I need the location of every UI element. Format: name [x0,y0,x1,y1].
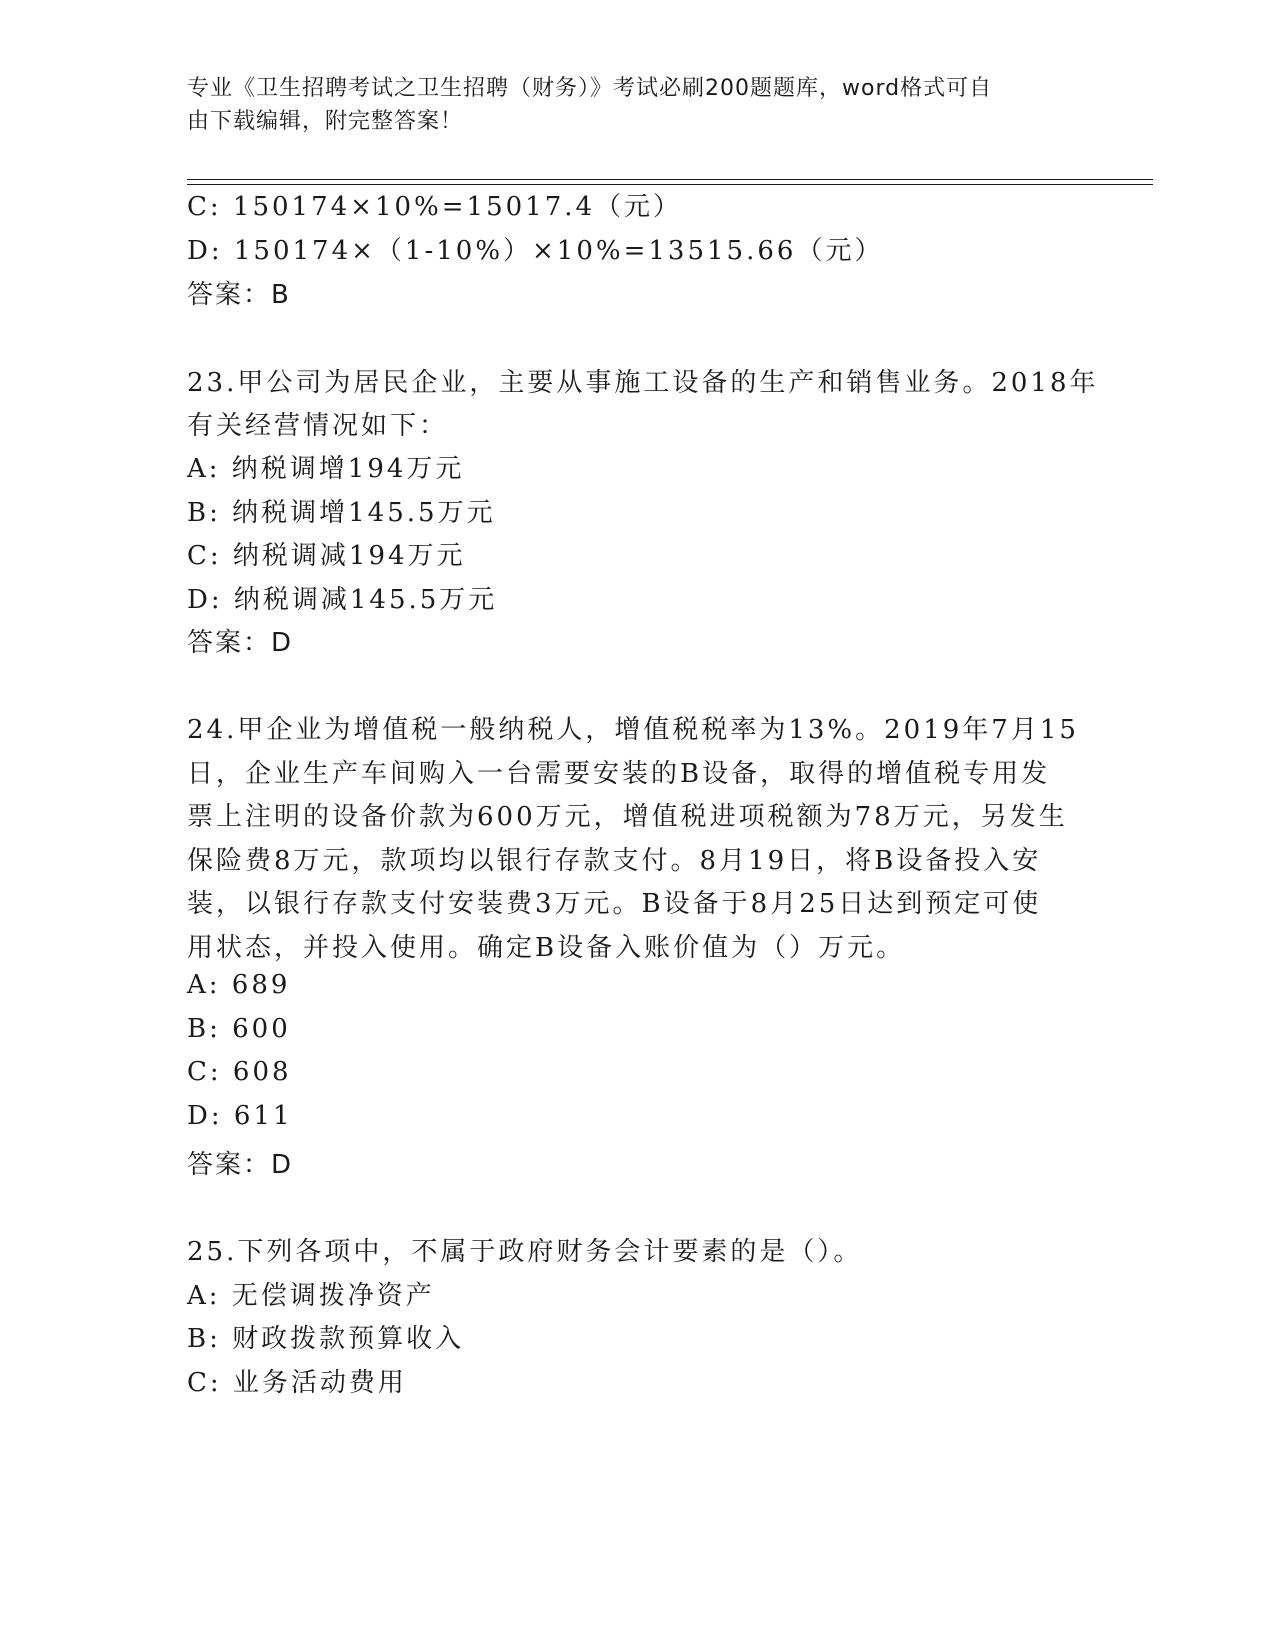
header-rule-bottom [187,184,1153,185]
q24-question-line-3: 票上注明的设备价款为600万元，增值税进项税额为78万元，另发生 [187,802,1068,832]
header-line-2: 由下载编辑，附完整答案！ [187,109,464,134]
q24-question-line-1: 24.甲企业为增值税一般纳税人，增值税税率为13%。2019年7月15 [187,715,1079,745]
q24-question-line-2: 日，企业生产车间购入一台需要安装的B设备，取得的增值税专用发 [187,759,1051,789]
q23-option-d: D: 纳税调减145.5万元 [187,585,498,615]
q23-option-a: A: 纳税调增194万元 [187,454,465,484]
q25-option-c: C: 业务活动费用 [187,1368,407,1398]
q25-question: 25.下列各项中，不属于政府财务会计要素的是（）。 [187,1237,863,1267]
q23-option-c: C: 纳税调减194万元 [187,541,466,571]
document-header [187,72,1087,138]
q24-question-line-4: 保险费8万元，款项均以银行存款支付。8月19日，将B设备投入安 [187,846,1042,876]
q24-option-a: A: 689 [187,970,291,1000]
q23-answer: 答案：D [187,628,294,658]
q24-option-d: D: 611 [187,1101,293,1131]
q22-option-c: C: 150174×10%=15017.4（元） [187,192,683,222]
header-line-1: 专业《卫生招聘考试之卫生招聘（财务）》考试必刷200题题库，word格式可自 [187,76,993,101]
q25-option-a: A: 无偿调拨净资产 [187,1281,435,1311]
q24-question-line-6: 用状态，并投入使用。确定B设备入账价值为（）万元。 [187,933,906,963]
q23-question-line-1: 23.甲公司为居民企业，主要从事施工设备的生产和销售业务。2018年 [187,368,1099,398]
header-rule-top [187,179,1153,180]
q23-question-line-2: 有关经营情况如下： [187,411,449,441]
q24-option-c: C: 608 [187,1057,292,1087]
q25-option-b: B: 财政拨款预算收入 [187,1324,465,1354]
q22-option-d: D: 150174×（1-10%）×10%=13515.66（元） [187,236,884,266]
q24-option-b: B: 600 [187,1014,291,1044]
q24-answer: 答案：D [187,1150,294,1180]
q22-answer: 答案：B [187,280,291,310]
q24-question-line-5: 装，以银行存款支付安装费3万元。B设备于8月25日达到预定可使 [187,889,1042,919]
q23-option-b: B: 纳税调增145.5万元 [187,498,496,528]
